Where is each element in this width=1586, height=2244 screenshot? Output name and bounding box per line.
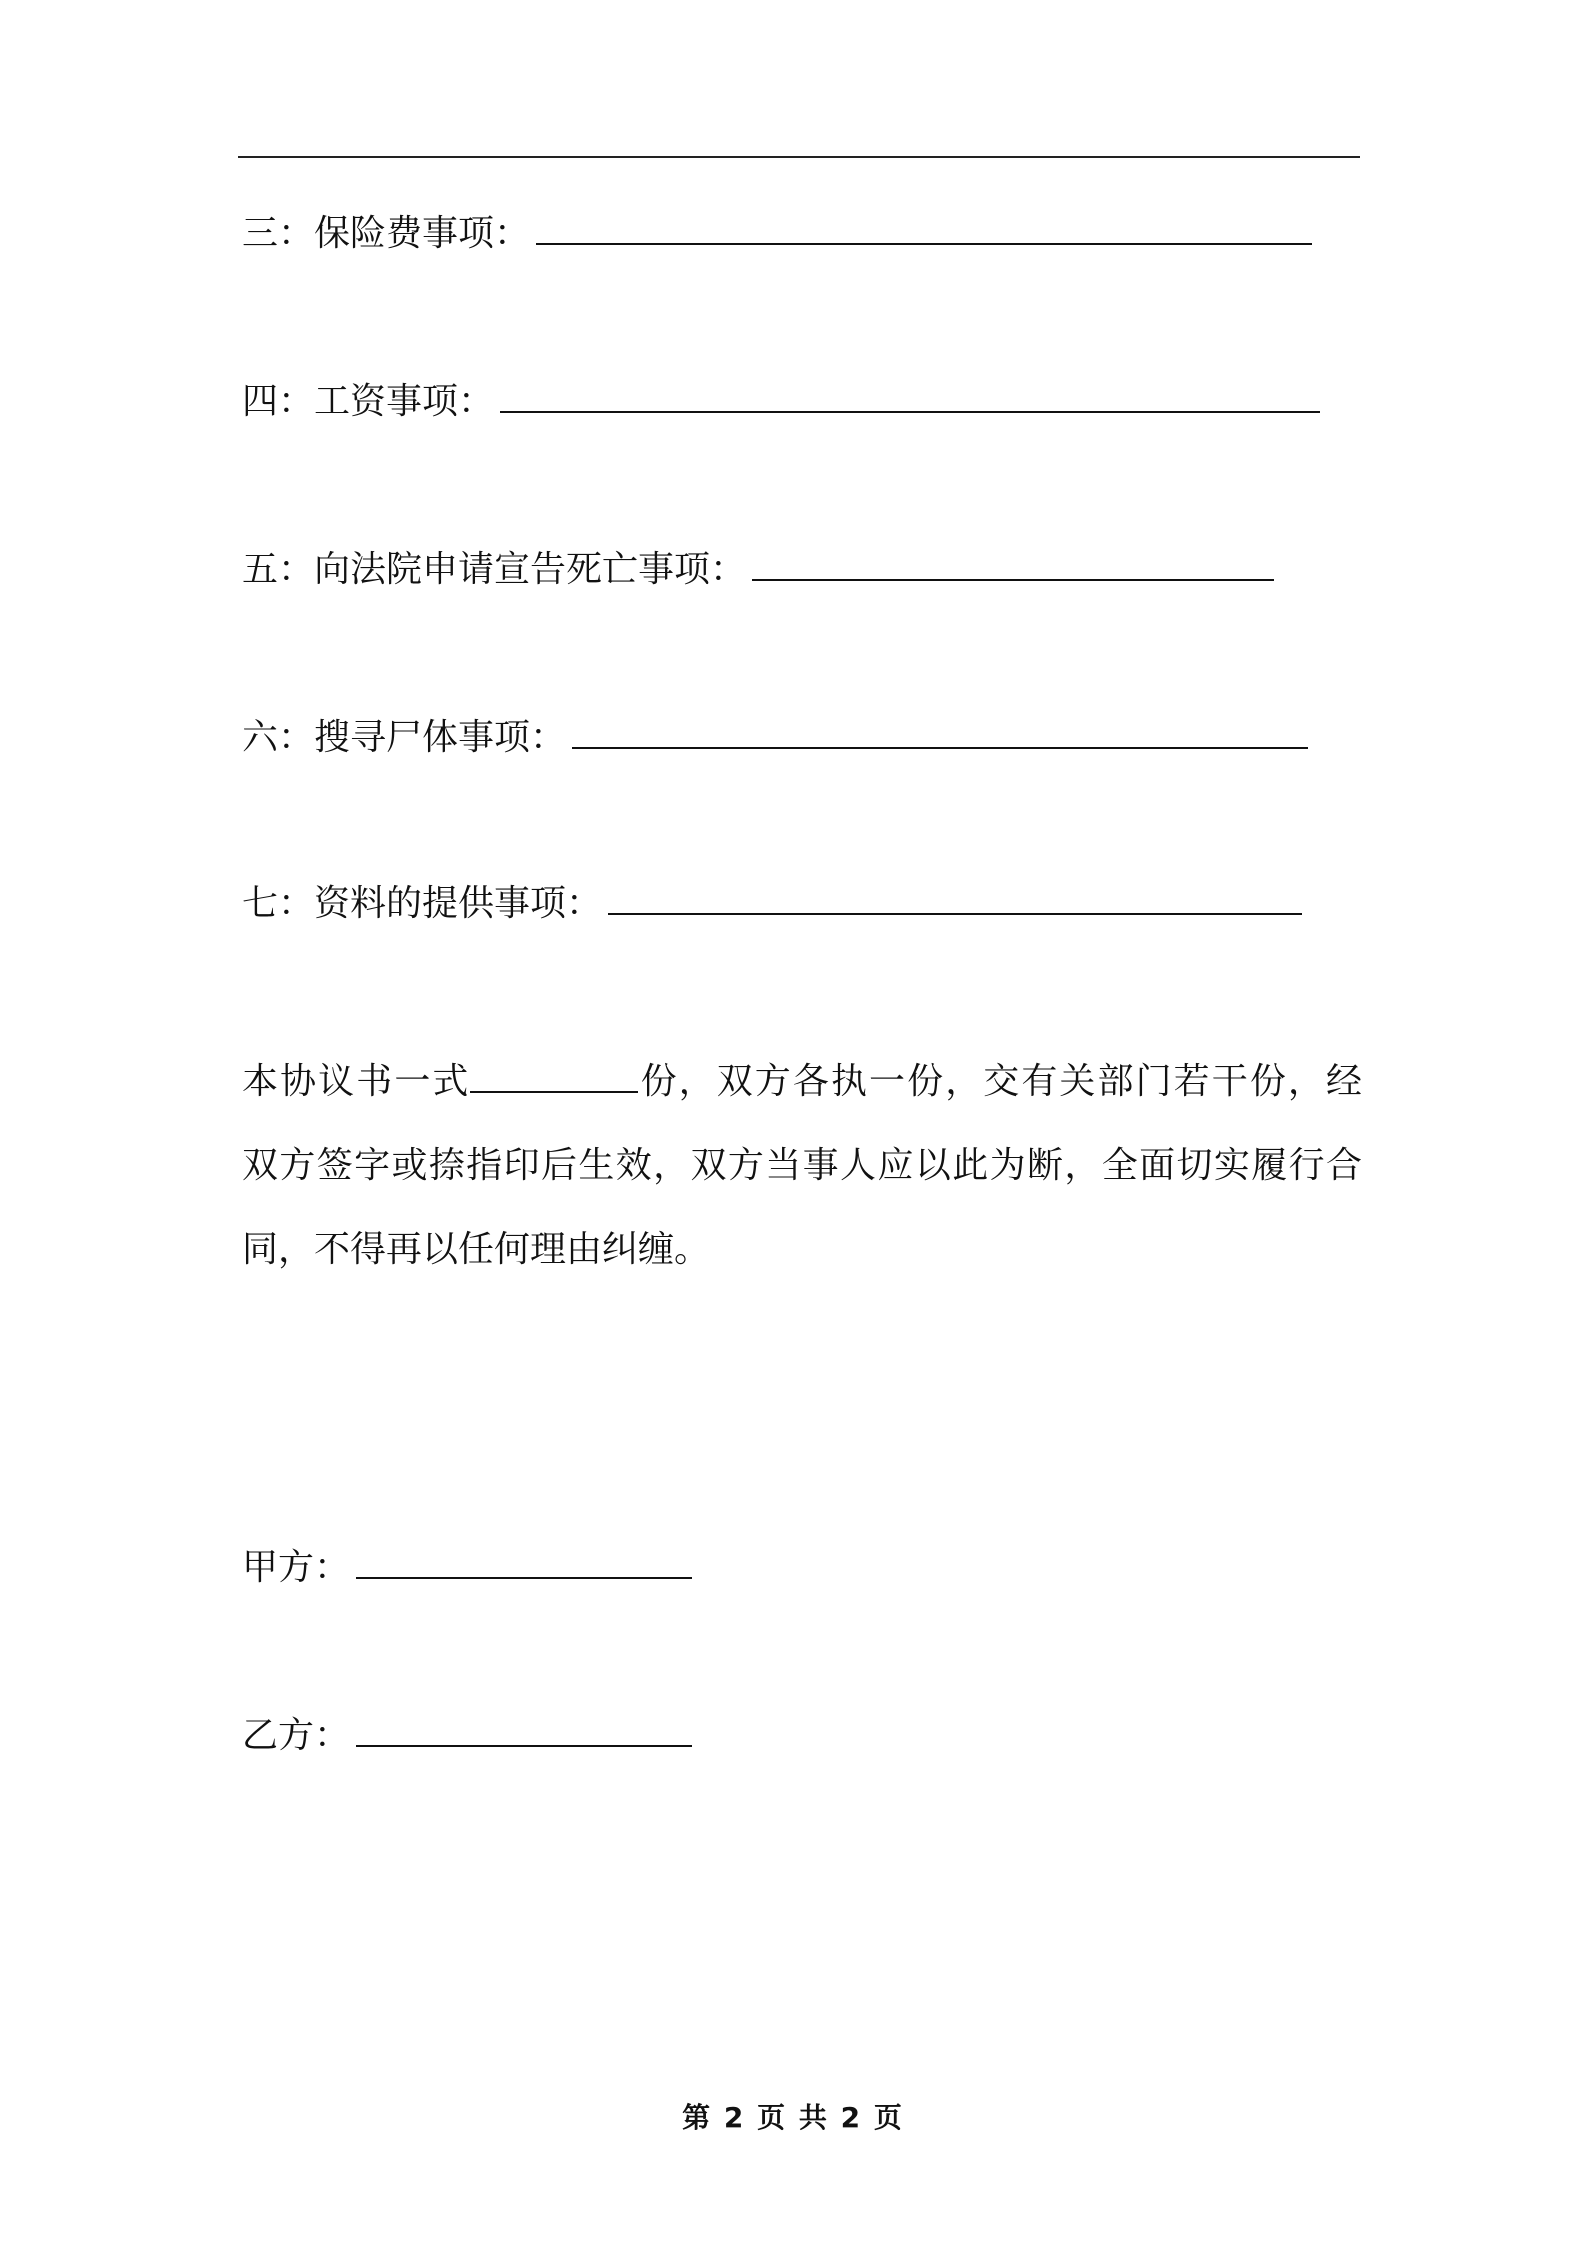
item-documents <box>242 880 1302 928</box>
copies-blank[interactable] <box>470 1061 638 1093</box>
agreement-paragraph <box>242 1040 1362 1292</box>
party-b-blank[interactable] <box>356 1741 692 1747</box>
agreement-line-3: 同，不得再以任何理由纠缠。 <box>242 1229 711 1270</box>
wages-blank[interactable] <box>500 407 1320 413</box>
item-insurance-label: 三：保险费事项： <box>242 213 531 254</box>
death-declaration-blank[interactable] <box>752 575 1274 581</box>
agreement-line-1 <box>242 1040 1362 1124</box>
item-wages <box>242 378 1320 426</box>
item-body-search <box>242 714 1308 762</box>
page-number: 第 2 页 共 2 页 <box>682 2101 904 2134</box>
agreement-part-2: 份，双方各执一份，交有关部门若干份，经 <box>638 1061 1362 1102</box>
party-b-signature <box>242 1712 692 1760</box>
item-insurance <box>242 210 1312 258</box>
item-death-declaration <box>242 546 1274 594</box>
header-rule <box>238 156 1360 158</box>
party-a-signature <box>242 1544 692 1592</box>
item-death-declaration-label: 五：向法院申请宣告死亡事项： <box>242 549 747 590</box>
body-search-blank[interactable] <box>572 743 1308 749</box>
item-wages-label: 四：工资事项： <box>242 381 495 422</box>
agreement-part-1: 本协议书一式 <box>242 1061 471 1102</box>
agreement-line-2: 双方签字或捺指印后生效，双方当事人应以此为断，全面切实履行合 <box>242 1145 1362 1186</box>
item-body-search-label: 六：搜寻尸体事项： <box>242 717 567 758</box>
documents-blank[interactable] <box>608 909 1302 915</box>
insurance-blank[interactable] <box>536 239 1312 245</box>
party-a-label: 甲方： <box>242 1547 351 1588</box>
party-a-blank[interactable] <box>356 1573 692 1579</box>
party-b-label: 乙方： <box>242 1715 351 1756</box>
item-documents-label: 七：资料的提供事项： <box>242 883 603 924</box>
